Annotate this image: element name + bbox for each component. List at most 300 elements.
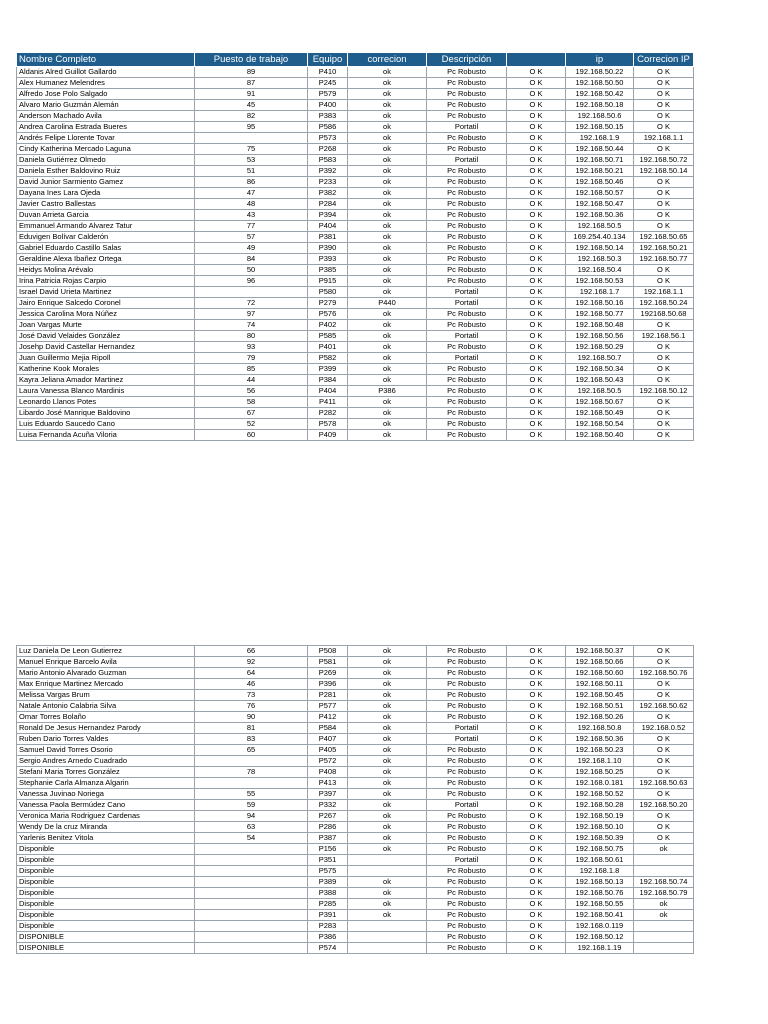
cell-nombre[interactable]: Stefani Maria Torres González bbox=[17, 767, 195, 778]
cell-correcion-ip[interactable]: O K bbox=[634, 89, 694, 100]
cell-descripcion[interactable]: Pc Robusto bbox=[427, 888, 507, 899]
cell-ip[interactable]: 192.168.50.11 bbox=[566, 679, 634, 690]
cell-puesto[interactable]: 96 bbox=[195, 276, 308, 287]
cell-correcion[interactable]: ok bbox=[348, 221, 427, 232]
cell-estado[interactable]: O K bbox=[507, 276, 566, 287]
cell-nombre[interactable]: Alex Humanez Melendres bbox=[17, 78, 195, 89]
header-correcion[interactable]: correcion bbox=[348, 53, 427, 67]
cell-descripcion[interactable]: Pc Robusto bbox=[427, 657, 507, 668]
cell-correcion-ip[interactable]: 192.168.50.12 bbox=[634, 386, 694, 397]
cell-correcion[interactable]: ok bbox=[348, 690, 427, 701]
cell-estado[interactable]: O K bbox=[507, 679, 566, 690]
cell-equipo[interactable]: P577 bbox=[308, 701, 348, 712]
cell-equipo[interactable]: P396 bbox=[308, 679, 348, 690]
cell-equipo[interactable]: P332 bbox=[308, 800, 348, 811]
cell-equipo[interactable]: P580 bbox=[308, 287, 348, 298]
cell-correcion-ip[interactable]: 192.168.50.65 bbox=[634, 232, 694, 243]
cell-correcion[interactable]: ok bbox=[348, 833, 427, 844]
cell-ip[interactable]: 192.168.50.55 bbox=[566, 899, 634, 910]
cell-correcion-ip[interactable]: 192.168.50.14 bbox=[634, 166, 694, 177]
cell-correcion[interactable]: ok bbox=[348, 155, 427, 166]
cell-correcion-ip[interactable] bbox=[634, 943, 694, 954]
cell-descripcion[interactable]: Pc Robusto bbox=[427, 397, 507, 408]
cell-equipo[interactable]: P573 bbox=[308, 133, 348, 144]
cell-descripcion[interactable]: Pc Robusto bbox=[427, 309, 507, 320]
cell-correcion-ip[interactable]: 192.168.50.63 bbox=[634, 778, 694, 789]
cell-correcion-ip[interactable] bbox=[634, 932, 694, 943]
cell-nombre[interactable]: Andrés Felipe Llorente Tovar bbox=[17, 133, 195, 144]
cell-correcion-ip[interactable]: O K bbox=[634, 67, 694, 78]
cell-equipo[interactable]: P410 bbox=[308, 67, 348, 78]
cell-puesto[interactable]: 92 bbox=[195, 657, 308, 668]
cell-puesto[interactable]: 89 bbox=[195, 67, 308, 78]
cell-equipo[interactable]: P582 bbox=[308, 353, 348, 364]
cell-correcion-ip[interactable] bbox=[634, 855, 694, 866]
cell-nombre[interactable]: Joan Vargas Murte bbox=[17, 320, 195, 331]
cell-nombre[interactable]: Eduvigen Bolívar Calderón bbox=[17, 232, 195, 243]
header-equipo[interactable]: Equipo bbox=[308, 53, 348, 67]
cell-descripcion[interactable]: Pc Robusto bbox=[427, 646, 507, 657]
cell-nombre[interactable]: Leonardo Llanos Potes bbox=[17, 397, 195, 408]
cell-correcion-ip[interactable]: O K bbox=[634, 78, 694, 89]
cell-ip[interactable]: 192.168.50.12 bbox=[566, 932, 634, 943]
cell-correcion[interactable] bbox=[348, 932, 427, 943]
cell-equipo[interactable]: P581 bbox=[308, 657, 348, 668]
cell-ip[interactable]: 192.168.50.23 bbox=[566, 745, 634, 756]
cell-puesto[interactable]: 90 bbox=[195, 712, 308, 723]
cell-estado[interactable]: O K bbox=[507, 67, 566, 78]
cell-nombre[interactable]: DISPONIBLE bbox=[17, 932, 195, 943]
cell-equipo[interactable]: P279 bbox=[308, 298, 348, 309]
cell-puesto[interactable]: 45 bbox=[195, 100, 308, 111]
cell-ip[interactable]: 192.168.50.37 bbox=[566, 646, 634, 657]
cell-descripcion[interactable]: Pc Robusto bbox=[427, 701, 507, 712]
cell-estado[interactable]: O K bbox=[507, 166, 566, 177]
cell-descripcion[interactable]: Pc Robusto bbox=[427, 210, 507, 221]
cell-correcion[interactable]: ok bbox=[348, 844, 427, 855]
cell-ip[interactable]: 192.168.50.56 bbox=[566, 331, 634, 342]
cell-equipo[interactable]: P409 bbox=[308, 430, 348, 441]
cell-correcion-ip[interactable]: O K bbox=[634, 375, 694, 386]
cell-correcion-ip[interactable]: ok bbox=[634, 899, 694, 910]
cell-ip[interactable]: 192.168.50.67 bbox=[566, 397, 634, 408]
cell-ip[interactable]: 192.168.50.43 bbox=[566, 375, 634, 386]
cell-descripcion[interactable]: Portatil bbox=[427, 298, 507, 309]
cell-nombre[interactable]: Cindy Katherina Mercado Laguna bbox=[17, 144, 195, 155]
cell-nombre[interactable]: Disponible bbox=[17, 899, 195, 910]
cell-puesto[interactable]: 77 bbox=[195, 221, 308, 232]
cell-ip[interactable]: 169.254.40.134 bbox=[566, 232, 634, 243]
cell-equipo[interactable]: P578 bbox=[308, 419, 348, 430]
cell-correcion[interactable]: ok bbox=[348, 100, 427, 111]
cell-correcion-ip[interactable]: 192.168.50.79 bbox=[634, 888, 694, 899]
cell-nombre[interactable]: Dayana Ines Lara Ojeda bbox=[17, 188, 195, 199]
cell-descripcion[interactable]: Pc Robusto bbox=[427, 877, 507, 888]
cell-puesto[interactable]: 65 bbox=[195, 745, 308, 756]
cell-nombre[interactable]: Daniela Esther Baldovino Ruiz bbox=[17, 166, 195, 177]
cell-equipo[interactable]: P585 bbox=[308, 331, 348, 342]
cell-descripcion[interactable]: Pc Robusto bbox=[427, 144, 507, 155]
cell-ip[interactable]: 192.168.50.45 bbox=[566, 690, 634, 701]
cell-correcion[interactable]: ok bbox=[348, 646, 427, 657]
cell-correcion[interactable]: ok bbox=[348, 133, 427, 144]
cell-estado[interactable]: O K bbox=[507, 188, 566, 199]
cell-nombre[interactable]: Disponible bbox=[17, 888, 195, 899]
cell-puesto[interactable]: 78 bbox=[195, 767, 308, 778]
header-puesto[interactable]: Puesto de trabajo bbox=[195, 53, 308, 67]
cell-puesto[interactable] bbox=[195, 778, 308, 789]
cell-correcion[interactable]: ok bbox=[348, 188, 427, 199]
cell-correcion-ip[interactable]: O K bbox=[634, 745, 694, 756]
cell-estado[interactable]: O K bbox=[507, 419, 566, 430]
cell-puesto[interactable]: 66 bbox=[195, 646, 308, 657]
cell-correcion[interactable]: ok bbox=[348, 419, 427, 430]
cell-correcion-ip[interactable]: O K bbox=[634, 188, 694, 199]
cell-correcion[interactable]: ok bbox=[348, 111, 427, 122]
cell-estado[interactable]: O K bbox=[507, 921, 566, 932]
cell-estado[interactable]: O K bbox=[507, 254, 566, 265]
cell-puesto[interactable]: 47 bbox=[195, 188, 308, 199]
cell-descripcion[interactable]: Pc Robusto bbox=[427, 133, 507, 144]
cell-descripcion[interactable]: Pc Robusto bbox=[427, 199, 507, 210]
cell-puesto[interactable] bbox=[195, 932, 308, 943]
cell-puesto[interactable]: 56 bbox=[195, 386, 308, 397]
cell-puesto[interactable]: 46 bbox=[195, 679, 308, 690]
cell-nombre[interactable]: Wendy De la cruz Miranda bbox=[17, 822, 195, 833]
cell-descripcion[interactable]: Pc Robusto bbox=[427, 679, 507, 690]
cell-descripcion[interactable]: Portatil bbox=[427, 353, 507, 364]
cell-puesto[interactable]: 83 bbox=[195, 734, 308, 745]
cell-equipo[interactable]: P386 bbox=[308, 932, 348, 943]
cell-ip[interactable]: 192.168.50.14 bbox=[566, 243, 634, 254]
cell-descripcion[interactable]: Pc Robusto bbox=[427, 910, 507, 921]
cell-descripcion[interactable]: Pc Robusto bbox=[427, 811, 507, 822]
cell-puesto[interactable]: 82 bbox=[195, 111, 308, 122]
cell-correcion-ip[interactable]: 192.168.50.76 bbox=[634, 668, 694, 679]
cell-equipo[interactable]: P574 bbox=[308, 943, 348, 954]
cell-estado[interactable]: O K bbox=[507, 375, 566, 386]
cell-puesto[interactable]: 86 bbox=[195, 177, 308, 188]
cell-puesto[interactable] bbox=[195, 756, 308, 767]
cell-correcion-ip[interactable]: 192.168.50.77 bbox=[634, 254, 694, 265]
cell-puesto[interactable]: 59 bbox=[195, 800, 308, 811]
cell-correcion[interactable]: ok bbox=[348, 430, 427, 441]
cell-estado[interactable]: O K bbox=[507, 232, 566, 243]
cell-puesto[interactable]: 64 bbox=[195, 668, 308, 679]
cell-descripcion[interactable]: Pc Robusto bbox=[427, 166, 507, 177]
cell-equipo[interactable]: P399 bbox=[308, 364, 348, 375]
cell-correcion[interactable]: ok bbox=[348, 364, 427, 375]
cell-ip[interactable]: 192.168.50.6 bbox=[566, 111, 634, 122]
cell-estado[interactable]: O K bbox=[507, 210, 566, 221]
cell-nombre[interactable]: Gabriel Eduardo Castillo Salas bbox=[17, 243, 195, 254]
cell-puesto[interactable]: 79 bbox=[195, 353, 308, 364]
cell-estado[interactable]: O K bbox=[507, 122, 566, 133]
cell-nombre[interactable]: Juan Guillermo Mejia Ripoll bbox=[17, 353, 195, 364]
cell-ip[interactable]: 192.168.50.8 bbox=[566, 723, 634, 734]
cell-equipo[interactable]: P404 bbox=[308, 221, 348, 232]
cell-descripcion[interactable]: Pc Robusto bbox=[427, 243, 507, 254]
cell-correcion[interactable]: ok bbox=[348, 78, 427, 89]
cell-ip[interactable]: 192.168.50.18 bbox=[566, 100, 634, 111]
cell-estado[interactable]: O K bbox=[507, 331, 566, 342]
cell-equipo[interactable]: P267 bbox=[308, 811, 348, 822]
cell-correcion[interactable] bbox=[348, 866, 427, 877]
cell-estado[interactable]: O K bbox=[507, 408, 566, 419]
cell-equipo[interactable]: P382 bbox=[308, 188, 348, 199]
cell-equipo[interactable]: P583 bbox=[308, 155, 348, 166]
cell-nombre[interactable]: Kayra Jeliana Amador Martinez bbox=[17, 375, 195, 386]
cell-nombre[interactable]: José David Velaides González bbox=[17, 331, 195, 342]
cell-descripcion[interactable]: Pc Robusto bbox=[427, 78, 507, 89]
cell-correcion-ip[interactable]: O K bbox=[634, 199, 694, 210]
cell-correcion[interactable]: ok bbox=[348, 265, 427, 276]
cell-equipo[interactable]: P233 bbox=[308, 177, 348, 188]
cell-puesto[interactable]: 54 bbox=[195, 833, 308, 844]
cell-correcion[interactable]: ok bbox=[348, 122, 427, 133]
cell-correcion-ip[interactable]: O K bbox=[634, 767, 694, 778]
cell-puesto[interactable]: 97 bbox=[195, 309, 308, 320]
cell-nombre[interactable]: Aldanis Alred Guillot Gallardo bbox=[17, 67, 195, 78]
cell-estado[interactable]: O K bbox=[507, 943, 566, 954]
cell-equipo[interactable]: P393 bbox=[308, 254, 348, 265]
cell-puesto[interactable]: 81 bbox=[195, 723, 308, 734]
cell-nombre[interactable]: David Junior Sarmiento Gamez bbox=[17, 177, 195, 188]
cell-descripcion[interactable]: Portatil bbox=[427, 800, 507, 811]
cell-nombre[interactable]: Disponible bbox=[17, 844, 195, 855]
cell-descripcion[interactable]: Pc Robusto bbox=[427, 320, 507, 331]
cell-equipo[interactable]: P156 bbox=[308, 844, 348, 855]
cell-estado[interactable]: O K bbox=[507, 89, 566, 100]
cell-correcion-ip[interactable]: O K bbox=[634, 397, 694, 408]
header-nombre[interactable]: Nombre Completo bbox=[17, 53, 195, 67]
cell-correcion-ip[interactable]: O K bbox=[634, 221, 694, 232]
cell-equipo[interactable]: P413 bbox=[308, 778, 348, 789]
cell-correcion-ip[interactable]: 192.168.50.62 bbox=[634, 701, 694, 712]
cell-nombre[interactable]: Jairo Enrique Salcedo Coronel bbox=[17, 298, 195, 309]
cell-correcion-ip[interactable]: O K bbox=[634, 811, 694, 822]
cell-correcion-ip[interactable]: ok bbox=[634, 910, 694, 921]
cell-estado[interactable]: O K bbox=[507, 910, 566, 921]
cell-correcion[interactable]: ok bbox=[348, 276, 427, 287]
cell-descripcion[interactable]: Pc Robusto bbox=[427, 932, 507, 943]
cell-equipo[interactable]: P576 bbox=[308, 309, 348, 320]
cell-equipo[interactable]: P390 bbox=[308, 243, 348, 254]
cell-estado[interactable]: O K bbox=[507, 155, 566, 166]
cell-equipo[interactable]: P392 bbox=[308, 166, 348, 177]
cell-equipo[interactable]: P411 bbox=[308, 397, 348, 408]
cell-nombre[interactable]: Emmanuel Armando Alvarez Tatur bbox=[17, 221, 195, 232]
cell-correcion-ip[interactable]: O K bbox=[634, 822, 694, 833]
cell-equipo[interactable]: P508 bbox=[308, 646, 348, 657]
header-ip[interactable]: ip bbox=[566, 53, 634, 67]
cell-nombre[interactable]: DISPONIBLE bbox=[17, 943, 195, 954]
cell-nombre[interactable]: Libardo José Manrique Baldovino bbox=[17, 408, 195, 419]
cell-correcion[interactable]: ok bbox=[348, 287, 427, 298]
cell-estado[interactable]: O K bbox=[507, 844, 566, 855]
cell-correcion[interactable]: ok bbox=[348, 210, 427, 221]
cell-nombre[interactable]: Yarlenis Benitez Vitola bbox=[17, 833, 195, 844]
cell-correcion[interactable]: ok bbox=[348, 309, 427, 320]
cell-nombre[interactable]: Irina Patricia Rojas Carpio bbox=[17, 276, 195, 287]
cell-correcion[interactable]: ok bbox=[348, 375, 427, 386]
cell-descripcion[interactable]: Pc Robusto bbox=[427, 67, 507, 78]
cell-estado[interactable]: O K bbox=[507, 822, 566, 833]
cell-equipo[interactable]: P385 bbox=[308, 265, 348, 276]
cell-descripcion[interactable]: Pc Robusto bbox=[427, 111, 507, 122]
cell-descripcion[interactable]: Pc Robusto bbox=[427, 188, 507, 199]
cell-nombre[interactable]: Anderson Machado Avila bbox=[17, 111, 195, 122]
cell-correcion[interactable]: ok bbox=[348, 199, 427, 210]
cell-nombre[interactable]: Melissa Vargas Brum bbox=[17, 690, 195, 701]
cell-nombre[interactable]: Josehp David Castellar Hernandez bbox=[17, 342, 195, 353]
cell-estado[interactable]: O K bbox=[507, 309, 566, 320]
cell-descripcion[interactable]: Pc Robusto bbox=[427, 690, 507, 701]
cell-correcion-ip[interactable]: 192.168.0.52 bbox=[634, 723, 694, 734]
cell-correcion-ip[interactable]: O K bbox=[634, 789, 694, 800]
cell-correcion[interactable]: ok bbox=[348, 734, 427, 745]
cell-correcion-ip[interactable]: O K bbox=[634, 144, 694, 155]
cell-nombre[interactable]: Andrea Carolina Estrada Bueres bbox=[17, 122, 195, 133]
cell-equipo[interactable]: P407 bbox=[308, 734, 348, 745]
cell-estado[interactable]: O K bbox=[507, 800, 566, 811]
cell-correcion-ip[interactable]: 192168.50.68 bbox=[634, 309, 694, 320]
cell-nombre[interactable]: Javier Castro Ballestas bbox=[17, 199, 195, 210]
cell-descripcion[interactable]: Pc Robusto bbox=[427, 276, 507, 287]
cell-correcion-ip[interactable]: 192.168.1.1 bbox=[634, 133, 694, 144]
cell-nombre[interactable]: Israel David Urieta Martinez bbox=[17, 287, 195, 298]
cell-ip[interactable]: 192.168.50.15 bbox=[566, 122, 634, 133]
cell-puesto[interactable]: 85 bbox=[195, 364, 308, 375]
cell-correcion[interactable]: ok bbox=[348, 701, 427, 712]
cell-ip[interactable]: 192.168.50.57 bbox=[566, 188, 634, 199]
cell-descripcion[interactable]: Pc Robusto bbox=[427, 778, 507, 789]
cell-correcion[interactable]: ok bbox=[348, 144, 427, 155]
cell-correcion-ip[interactable] bbox=[634, 866, 694, 877]
cell-descripcion[interactable]: Portatil bbox=[427, 723, 507, 734]
cell-correcion-ip[interactable]: O K bbox=[634, 111, 694, 122]
cell-correcion-ip[interactable]: 192.168.1.1 bbox=[634, 287, 694, 298]
cell-equipo[interactable]: P584 bbox=[308, 723, 348, 734]
cell-puesto[interactable] bbox=[195, 910, 308, 921]
cell-estado[interactable]: O K bbox=[507, 287, 566, 298]
cell-correcion-ip[interactable]: O K bbox=[634, 657, 694, 668]
cell-descripcion[interactable]: Pc Robusto bbox=[427, 342, 507, 353]
cell-correcion-ip[interactable]: O K bbox=[634, 342, 694, 353]
cell-correcion-ip[interactable]: 192.168.50.24 bbox=[634, 298, 694, 309]
cell-estado[interactable]: O K bbox=[507, 243, 566, 254]
cell-ip[interactable]: 192.168.1.10 bbox=[566, 756, 634, 767]
cell-ip[interactable]: 192.168.50.71 bbox=[566, 155, 634, 166]
cell-correcion-ip[interactable]: O K bbox=[634, 276, 694, 287]
cell-puesto[interactable]: 55 bbox=[195, 789, 308, 800]
cell-equipo[interactable]: P282 bbox=[308, 408, 348, 419]
cell-nombre[interactable]: Disponible bbox=[17, 910, 195, 921]
cell-correcion-ip[interactable]: O K bbox=[634, 756, 694, 767]
cell-descripcion[interactable]: Pc Robusto bbox=[427, 386, 507, 397]
cell-correcion[interactable]: ok bbox=[348, 745, 427, 756]
cell-ip[interactable]: 192.168.1.7 bbox=[566, 287, 634, 298]
cell-nombre[interactable]: Natale Antonio Calabria Silva bbox=[17, 701, 195, 712]
cell-puesto[interactable] bbox=[195, 133, 308, 144]
cell-correcion-ip[interactable]: O K bbox=[634, 408, 694, 419]
cell-correcion-ip[interactable]: O K bbox=[634, 646, 694, 657]
cell-estado[interactable]: O K bbox=[507, 789, 566, 800]
cell-estado[interactable]: O K bbox=[507, 888, 566, 899]
cell-correcion[interactable]: ok bbox=[348, 657, 427, 668]
cell-correcion[interactable]: ok bbox=[348, 668, 427, 679]
cell-equipo[interactable]: P351 bbox=[308, 855, 348, 866]
cell-ip[interactable]: 192.168.50.41 bbox=[566, 910, 634, 921]
cell-estado[interactable]: O K bbox=[507, 199, 566, 210]
cell-ip[interactable]: 192.168.50.76 bbox=[566, 888, 634, 899]
cell-ip[interactable]: 192.168.50.19 bbox=[566, 811, 634, 822]
cell-puesto[interactable] bbox=[195, 287, 308, 298]
cell-ip[interactable]: 192.168.1.8 bbox=[566, 866, 634, 877]
cell-estado[interactable]: O K bbox=[507, 833, 566, 844]
cell-puesto[interactable]: 76 bbox=[195, 701, 308, 712]
cell-correcion[interactable]: ok bbox=[348, 89, 427, 100]
cell-correcion-ip[interactable]: O K bbox=[634, 734, 694, 745]
cell-descripcion[interactable]: Pc Robusto bbox=[427, 756, 507, 767]
cell-estado[interactable]: O K bbox=[507, 811, 566, 822]
cell-nombre[interactable]: Jessica Carolina Mora Núñez bbox=[17, 309, 195, 320]
cell-nombre[interactable]: Mario Antonio Alvarado Guzman bbox=[17, 668, 195, 679]
cell-correcion-ip[interactable]: O K bbox=[634, 210, 694, 221]
cell-estado[interactable]: O K bbox=[507, 877, 566, 888]
cell-equipo[interactable]: P402 bbox=[308, 320, 348, 331]
cell-equipo[interactable]: P915 bbox=[308, 276, 348, 287]
cell-nombre[interactable]: Vanessa Paola Bermúdez Cano bbox=[17, 800, 195, 811]
cell-equipo[interactable]: P381 bbox=[308, 232, 348, 243]
cell-correcion[interactable]: ok bbox=[348, 756, 427, 767]
cell-ip[interactable]: 192.168.50.77 bbox=[566, 309, 634, 320]
cell-descripcion[interactable]: Pc Robusto bbox=[427, 844, 507, 855]
cell-puesto[interactable]: 93 bbox=[195, 342, 308, 353]
cell-descripcion[interactable]: Pc Robusto bbox=[427, 943, 507, 954]
cell-ip[interactable]: 192.168.50.75 bbox=[566, 844, 634, 855]
cell-estado[interactable]: O K bbox=[507, 221, 566, 232]
cell-descripcion[interactable]: Portatil bbox=[427, 734, 507, 745]
cell-descripcion[interactable]: Pc Robusto bbox=[427, 668, 507, 679]
cell-equipo[interactable]: P579 bbox=[308, 89, 348, 100]
cell-estado[interactable]: O K bbox=[507, 701, 566, 712]
cell-nombre[interactable]: Laura Vanessa Blanco Mardinis bbox=[17, 386, 195, 397]
cell-equipo[interactable]: P283 bbox=[308, 921, 348, 932]
cell-descripcion[interactable]: Portatil bbox=[427, 855, 507, 866]
cell-estado[interactable]: O K bbox=[507, 353, 566, 364]
cell-equipo[interactable]: P268 bbox=[308, 144, 348, 155]
cell-nombre[interactable]: Ruben Dario Torres Valdes bbox=[17, 734, 195, 745]
cell-equipo[interactable]: P572 bbox=[308, 756, 348, 767]
cell-descripcion[interactable]: Pc Robusto bbox=[427, 408, 507, 419]
cell-equipo[interactable]: P586 bbox=[308, 122, 348, 133]
cell-descripcion[interactable]: Pc Robusto bbox=[427, 177, 507, 188]
cell-puesto[interactable]: 67 bbox=[195, 408, 308, 419]
cell-equipo[interactable]: P285 bbox=[308, 899, 348, 910]
cell-descripcion[interactable]: Portatil bbox=[427, 122, 507, 133]
cell-ip[interactable]: 192.168.50.47 bbox=[566, 199, 634, 210]
cell-equipo[interactable]: P404 bbox=[308, 386, 348, 397]
cell-puesto[interactable]: 44 bbox=[195, 375, 308, 386]
cell-estado[interactable]: O K bbox=[507, 690, 566, 701]
cell-ip[interactable]: 192.168.50.53 bbox=[566, 276, 634, 287]
cell-puesto[interactable]: 74 bbox=[195, 320, 308, 331]
cell-correcion[interactable]: ok bbox=[348, 353, 427, 364]
cell-estado[interactable]: O K bbox=[507, 397, 566, 408]
cell-correcion[interactable]: ok bbox=[348, 243, 427, 254]
cell-ip[interactable]: 192.168.50.26 bbox=[566, 712, 634, 723]
